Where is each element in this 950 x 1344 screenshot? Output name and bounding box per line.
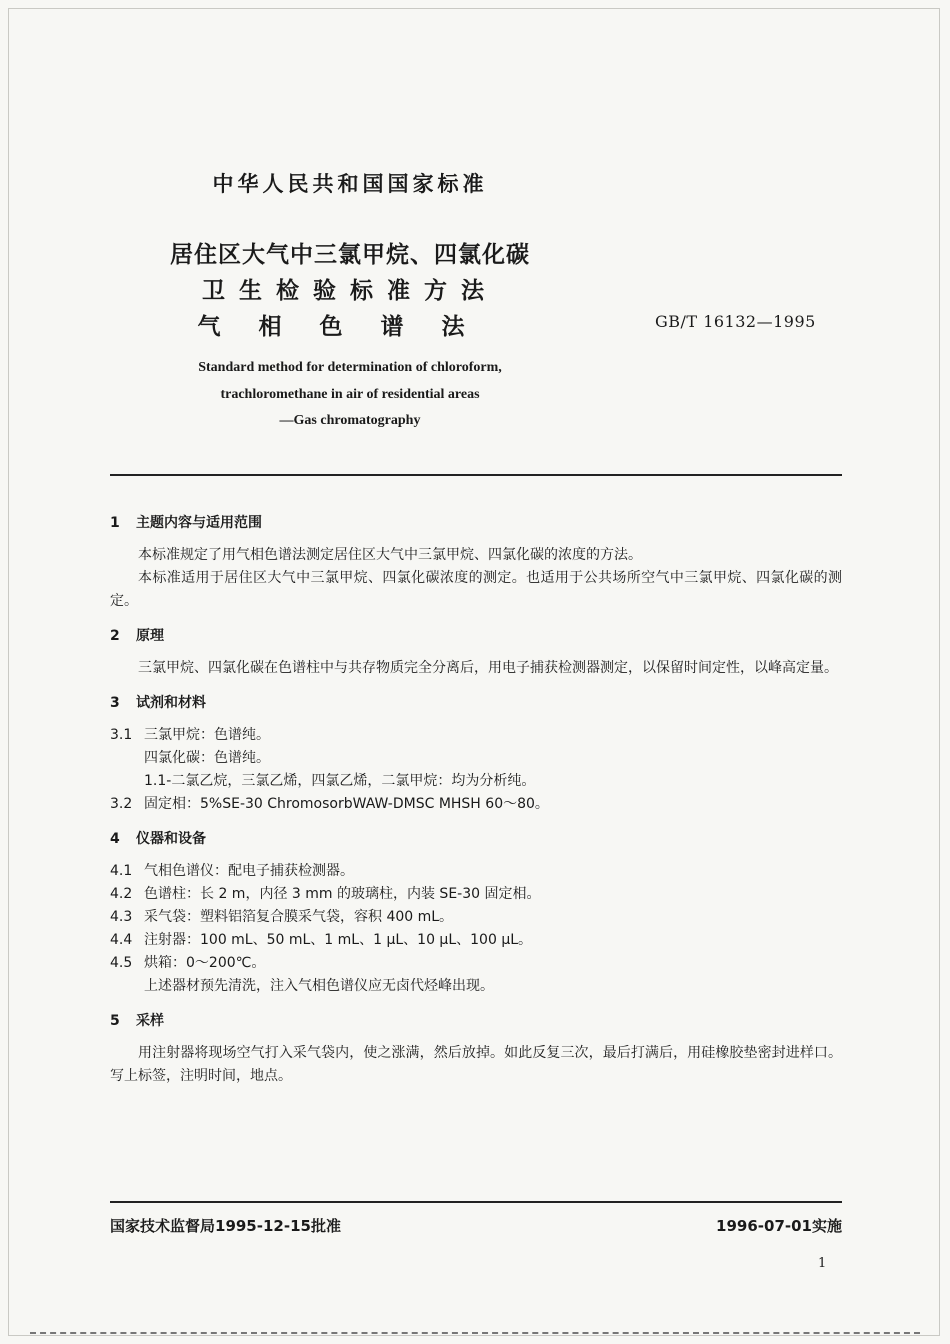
footer-divider xyxy=(110,1201,842,1203)
clause-item: 4.2 色谱柱：长 2 m，内径 3 mm 的玻璃柱，内装 SE-30 固定相。 xyxy=(110,886,541,902)
document-body xyxy=(110,512,842,1088)
clause-item: 4.1 气相色谱仪：配电子捕获检测器。 xyxy=(110,863,354,879)
english-title-line-3: —Gas chromatography xyxy=(279,413,421,428)
clause-item: 3.2 固定相：5%SE-30 ChromosorbWAW-DMSC MHSH 60～80。 xyxy=(110,796,549,812)
paragraph: 用注射器将现场空气打入采气袋内，使之涨满，然后放掉。如此反复三次，最后打满后，用硅橡胶垫密封进样口。写上标签，注明时间，地点。 xyxy=(110,1045,842,1084)
clause-subline: 1.1-二氯乙烷，三氯乙烯，四氯乙烯，二氯甲烷：均为分析纯。 xyxy=(144,773,536,789)
section-heading: 4 仪器和设备 xyxy=(110,831,206,847)
document-title-line-1: 居住区大气中三氯甲烷、四氯化碳 xyxy=(170,242,530,268)
header-divider xyxy=(110,474,842,476)
standard-number: GB/T 16132—1995 xyxy=(655,312,816,331)
section-heading: 1 主题内容与适用范围 xyxy=(110,515,262,531)
section-heading: 5 采样 xyxy=(110,1013,164,1029)
english-title-line-1: Standard method for determination of chloroform, xyxy=(198,360,502,375)
implementation-date: 1996-07-01实施 xyxy=(716,1217,842,1235)
clause-item: 3.1 三氯甲烷：色谱纯。 xyxy=(110,727,270,743)
document-title-line-2: 卫生检验标准方法 xyxy=(202,278,498,304)
clause-subline: 四氯化碳：色谱纯。 xyxy=(144,750,270,766)
clause-item: 4.3 采气袋：塑料铝箔复合膜采气袋，容积 400 mL。 xyxy=(110,909,454,925)
page-number: 1 xyxy=(818,1256,827,1271)
document-title-line-3: 气相色谱法 xyxy=(197,314,503,340)
paragraph: 三氯甲烷、四氯化碳在色谱柱中与共存物质完全分离后，用电子捕获检测器测定，以保留时间定性，以峰高定量。 xyxy=(138,660,838,676)
paragraph: 本标准规定了用气相色谱法测定居住区大气中三氯甲烷、四氯化碳的浓度的方法。 xyxy=(138,547,642,563)
approval-date: 国家技术监督局1995-12-15批准 xyxy=(110,1217,341,1235)
clause-item: 4.4 注射器：100 mL、50 mL、1 mL、1 μL、10 μL、100 μL。 xyxy=(110,932,533,948)
scan-edge-line xyxy=(30,1332,920,1334)
national-standard-heading: 中华人民共和国国家标准 xyxy=(212,172,488,196)
paragraph: 本标准适用于居住区大气中三氯甲烷、四氯化碳浓度的测定。也适用于公共场所空气中三氯甲烷、四氯化碳的测定。 xyxy=(110,570,842,609)
clause-item: 4.5 烘箱：0～200℃。 xyxy=(110,955,266,971)
english-title-line-2: trachloromethane in air of residential areas xyxy=(220,387,480,402)
clause-subline: 上述器材预先清洗，注入气相色谱仪应无卤代烃峰出现。 xyxy=(144,978,494,994)
section-heading: 2 原理 xyxy=(110,628,164,644)
section-heading: 3 试剂和材料 xyxy=(110,695,206,711)
